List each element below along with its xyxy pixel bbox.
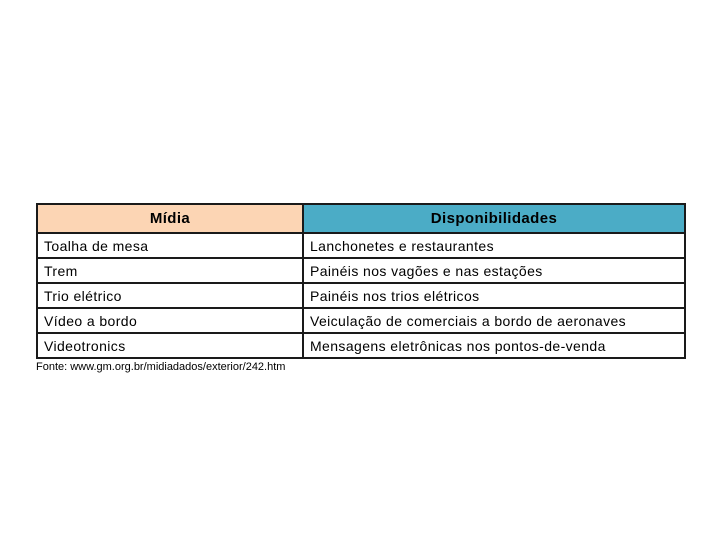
media-table <box>36 203 686 359</box>
cell-midia: Videotronics <box>37 333 303 358</box>
table-row <box>37 308 685 333</box>
cell-midia: Trio elétrico <box>37 283 303 308</box>
cell-disponibilidade: Painéis nos trios elétricos <box>303 283 685 308</box>
table-row <box>37 333 685 358</box>
table-row <box>37 258 685 283</box>
cell-midia: Toalha de mesa <box>37 233 303 258</box>
cell-disponibilidade: Painéis nos vagões e nas estações <box>303 258 685 283</box>
cell-midia: Vídeo a bordo <box>37 308 303 333</box>
table-row <box>37 233 685 258</box>
cell-disponibilidade: Mensagens eletrônicas nos pontos-de-venda <box>303 333 685 358</box>
source-note: Fonte: www.gm.org.br/midiadados/exterior/242.htm <box>36 361 286 373</box>
header-midia: Mídia <box>37 204 303 233</box>
table-row <box>37 283 685 308</box>
cell-disponibilidade: Lanchonetes e restaurantes <box>303 233 685 258</box>
table-header-row <box>37 204 685 233</box>
cell-midia: Trem <box>37 258 303 283</box>
media-table-container <box>36 203 684 359</box>
header-disponibilidades: Disponibilidades <box>303 204 685 233</box>
cell-disponibilidade: Veiculação de comerciais a bordo de aeronaves <box>303 308 685 333</box>
